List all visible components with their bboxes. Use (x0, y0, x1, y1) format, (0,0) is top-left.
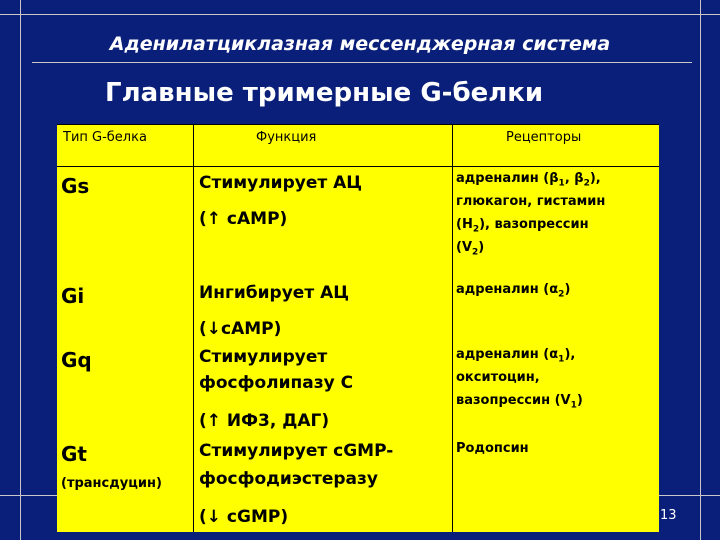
gt-function-line2: фосфодиэстеразу (199, 469, 378, 489)
gt-effect: (↓ cGMP) (199, 507, 289, 527)
gt-function-line1: Стимулирует cGMP- (199, 441, 394, 461)
gq-effect: (↑ ИФ3, ДАГ) (199, 411, 330, 431)
slide-title: Главные тримерные G-белки (105, 78, 544, 108)
gs-receptors-line3: $(H_2)$, вазопрессин (456, 217, 589, 235)
gi-receptors-line1: адреналин $(\alpha_2)$ (456, 282, 571, 300)
gq-type: Gq (61, 348, 92, 372)
gq-function-line2: фосфолипазу С (199, 373, 354, 393)
title-divider (32, 62, 692, 63)
gt-type: Gt (61, 442, 87, 466)
gq-receptors-line3: вазопрессин $(V_1)$ (456, 393, 583, 411)
right-border (700, 0, 701, 540)
header-title: Аденилатциклазная мессенджерная система (109, 33, 611, 55)
g-protein-table (57, 124, 659, 532)
header-receptors: Рецепторы (506, 130, 582, 145)
gq-function-line1: Стимулирует (199, 347, 328, 367)
top-divider (0, 14, 700, 15)
gi-function: Ингибирует АЦ (199, 283, 350, 303)
row-divider (57, 124, 659, 125)
gt-subtype: (трансдуцин) (61, 476, 162, 491)
gs-receptors-line1: адреналин ($\beta_1$, $\beta_2$), (456, 171, 601, 189)
gq-receptors-line1: адреналин $(\alpha_1)$, (456, 347, 576, 365)
gs-effect: (↑ cAMP) (199, 209, 288, 229)
gs-function: Стимулирует АЦ (199, 173, 363, 193)
gt-receptors-line1: Родопсин (456, 441, 529, 456)
header-type: Тип G-белка (63, 130, 147, 145)
left-border (20, 0, 21, 540)
top-divider-right (700, 14, 720, 15)
column-divider (452, 124, 453, 532)
gs-receptors-line2: глюкагон, гистамин (456, 194, 606, 209)
gs-type: Gs (61, 174, 90, 198)
gi-type: Gi (61, 284, 85, 308)
page-number: 13 (660, 508, 677, 523)
header-function: Функция (256, 130, 317, 145)
gq-receptors-line2: окситоцин, (456, 370, 540, 385)
column-divider (193, 124, 194, 532)
gs-receptors-line4: $(V_2)$ (456, 240, 485, 258)
gi-effect: (↓cAMP) (199, 319, 282, 339)
